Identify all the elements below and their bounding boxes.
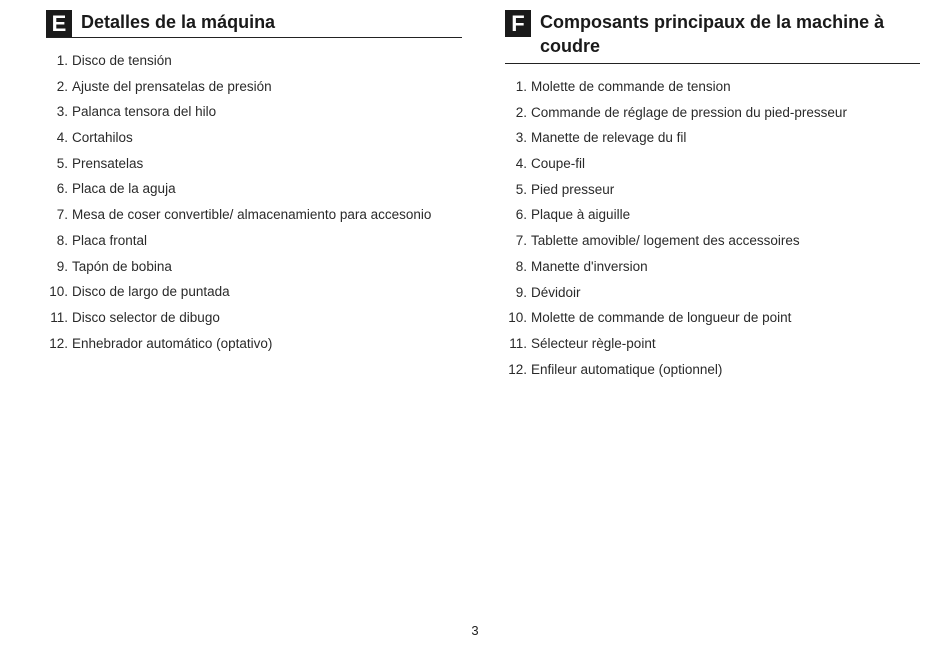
item-label: Commande de réglage de pression du pied-presseur — [531, 104, 847, 120]
item-label: Ajuste del prensatelas de presión — [72, 78, 272, 94]
item-number: 5. — [56, 155, 68, 171]
french-section-title: Composants principaux de la machine à coudre — [540, 12, 885, 56]
item-label: Enfileur automatique (optionnel) — [531, 361, 723, 377]
list-item — [505, 232, 920, 258]
list-item — [505, 309, 920, 335]
list-item — [505, 335, 920, 361]
list-item — [505, 206, 920, 232]
list-item — [46, 52, 462, 78]
item-label: Disco de largo de puntada — [72, 284, 230, 300]
list-item — [505, 258, 920, 284]
item-number: 12. — [508, 361, 527, 377]
language-badge-e: E — [46, 10, 72, 37]
item-number: 11. — [509, 335, 527, 351]
list-item — [46, 335, 462, 361]
item-number: 7. — [56, 207, 68, 223]
list-item — [505, 155, 920, 181]
item-number: 2. — [515, 104, 527, 120]
spanish-section-title: Detalles de la máquina — [81, 12, 276, 32]
item-label: Enhebrador automático (optativo) — [72, 335, 273, 351]
item-number: 9. — [515, 284, 527, 300]
item-label: Manette de relevage du fil — [531, 130, 687, 146]
list-item — [46, 180, 462, 206]
item-label: Disco de tensión — [72, 53, 172, 68]
item-label: Pied presseur — [531, 181, 615, 197]
item-number: 4. — [515, 156, 527, 172]
item-number: 6. — [56, 181, 68, 197]
item-label: Mesa de coser convertible/ almacenamiento para accesonio — [72, 207, 432, 223]
item-number: 3. — [515, 130, 527, 146]
list-item — [505, 129, 920, 155]
item-number: 1. — [56, 53, 68, 68]
item-label: Dévidoir — [531, 284, 581, 300]
item-label: Molette de commande de longueur de point — [531, 310, 792, 326]
page-number: 3 — [471, 623, 479, 638]
list-item — [505, 181, 920, 207]
spanish-parts-list — [46, 52, 462, 360]
item-number: 10. — [49, 284, 68, 300]
item-number: 4. — [56, 130, 68, 146]
list-item — [46, 232, 462, 258]
item-label: Coupe-fil — [531, 156, 586, 172]
item-label: Manette d'inversion — [531, 258, 648, 274]
item-number: 11. — [50, 309, 68, 325]
list-item — [505, 284, 920, 310]
item-number: 7. — [515, 233, 527, 249]
item-number: 12. — [49, 335, 68, 351]
item-label: Sélecteur règle-point — [531, 335, 656, 351]
item-label: Tapón de bobina — [72, 258, 172, 274]
list-item — [505, 78, 920, 104]
list-item — [46, 78, 462, 104]
item-label: Disco selector de dibugo — [72, 309, 220, 325]
item-label: Placa frontal — [72, 232, 148, 248]
item-number: 6. — [515, 207, 527, 223]
item-number: 9. — [56, 258, 68, 274]
spanish-section — [46, 10, 462, 360]
item-number: 10. — [508, 310, 527, 326]
list-item — [505, 104, 920, 130]
french-section-header — [505, 10, 920, 64]
list-item — [46, 103, 462, 129]
list-item — [46, 283, 462, 309]
item-number: 5. — [515, 181, 527, 197]
item-label: Cortahilos — [72, 130, 133, 146]
item-label: Molette de commande de tension — [531, 79, 731, 94]
list-item — [46, 309, 462, 335]
spanish-section-header — [46, 10, 462, 38]
item-label: Prensatelas — [72, 155, 144, 171]
list-item — [46, 206, 462, 232]
language-badge-f: F — [505, 10, 531, 37]
french-parts-list — [505, 78, 920, 386]
list-item — [505, 361, 920, 387]
item-number: 8. — [515, 258, 527, 274]
item-number: 1. — [515, 79, 527, 94]
item-number: 2. — [56, 78, 68, 94]
list-item — [46, 155, 462, 181]
item-label: Placa de la aguja — [72, 181, 176, 197]
list-item — [46, 129, 462, 155]
item-number: 8. — [56, 232, 68, 248]
item-number: 3. — [56, 104, 68, 120]
item-label: Palanca tensora del hilo — [72, 104, 217, 120]
french-section — [505, 10, 920, 386]
list-item — [46, 258, 462, 284]
item-label: Tablette amovible/ logement des accessoires — [531, 233, 800, 249]
item-label: Plaque à aiguille — [531, 207, 631, 223]
